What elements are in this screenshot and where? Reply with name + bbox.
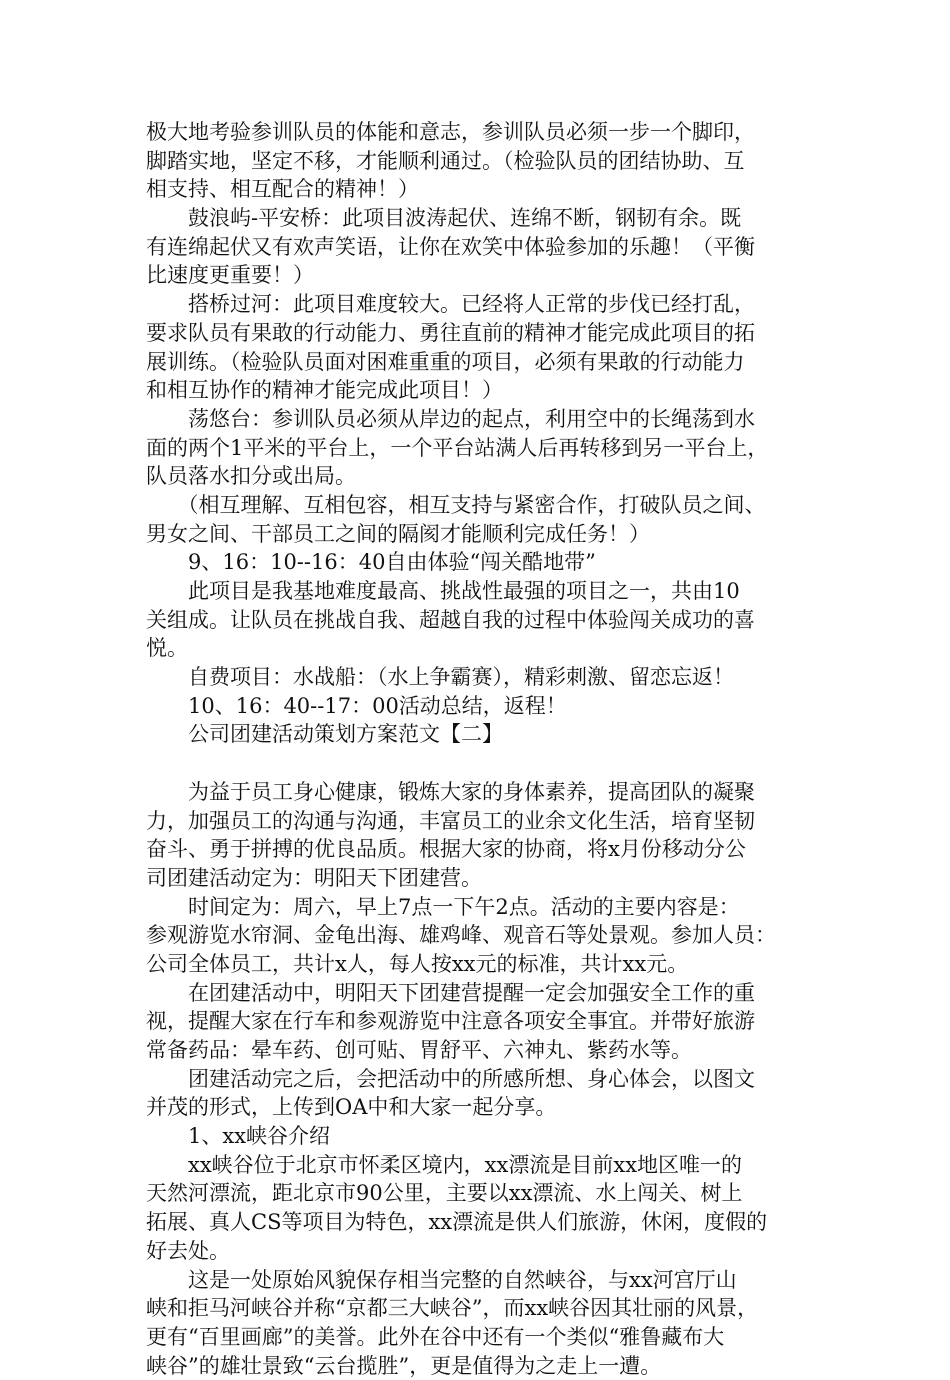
text-line: 鼓浪屿-平安桥：此项目波涛起伏、连绵不断，钢韧有余。既 bbox=[146, 206, 742, 231]
text-line: 天然河漂流，距北京市90公里，主要以xx漂流、水上闯关、树上 bbox=[146, 1181, 743, 1206]
text-line: 奋斗、勇于拼搏的优良品质。根据大家的协商，将x月份移动分公 bbox=[146, 837, 746, 862]
text-line: 队员落水扣分或出局。 bbox=[146, 464, 356, 489]
text-line: 关组成。让队员在挑战自我、超越自我的过程中体验闯关成功的喜 bbox=[146, 607, 755, 632]
text-line: 搭桥过河：此项目难度较大。已经将人正常的步伐已经打乱， bbox=[146, 292, 755, 317]
text-line: 相支持、相互配合的精神！） bbox=[146, 177, 419, 202]
text-line: 更有“百里画廊”的美誉。此外在谷中还有一个类似“雅鲁藏布大 bbox=[146, 1324, 725, 1349]
text-line: 为益于员工身心健康，锻炼大家的身体素养，提高团队的凝聚 bbox=[146, 779, 755, 804]
text-line: 此项目是我基地难度最高、挑战性最强的项目之一，共由10 bbox=[146, 579, 740, 603]
text-line: 脚踏实地，坚定不移，才能顺利通过。（检验队员的团结协助、互 bbox=[146, 148, 745, 173]
text-line: 男女之间、干部员工之间的隔阂才能顺利完成任务！） bbox=[146, 521, 650, 546]
text-line: 9、16：10--16：40自由体验“闯关酷地带” bbox=[146, 550, 596, 575]
text-line: 参观游览水帘洞、金龟出海、雄鸡峰、观音石等处景观。参加人员： bbox=[146, 923, 776, 948]
text-line: 视，提醒大家在行车和参观游览中注意各项安全事宜。并带好旅游 bbox=[146, 1009, 755, 1034]
text-line: 拓展、真人CS等项目为特色，xx漂流是供人们旅游，休闲，度假的 bbox=[146, 1210, 768, 1235]
text-line: 展训练。（检验队员面对困难重重的项目，必须有果敢的行动能力 bbox=[146, 349, 745, 374]
text-line: 10、16：40--17：00活动总结，返程！ bbox=[146, 693, 567, 718]
text-line: 峡谷”的雄壮景致“云台揽胜”，更是值得为之走上一遭。 bbox=[146, 1353, 662, 1378]
text-line: 团建活动完之后，会把活动中的所感所想、身心体会，以图文 bbox=[146, 1066, 755, 1091]
text-line: 要求队员有果敢的行动能力、勇往直前的精神才能完成此项目的拓 bbox=[146, 320, 755, 345]
text-line: 好去处。 bbox=[146, 1238, 230, 1263]
text-line: （相互理解、互相包容，相互支持与紧密合作，打破队员之间、 bbox=[146, 492, 766, 517]
text-line: 极大地考验参训队员的体能和意志，参训队员必须一步一个脚印， bbox=[146, 120, 755, 144]
text-line: 常备药品：晕车药、创可贴、胃舒平、六神丸、紫药水等。 bbox=[146, 1038, 692, 1062]
text-line: 在团建活动中，明阳天下团建营提醒一定会加强安全工作的重 bbox=[146, 980, 755, 1005]
text-line: 1、xx峡谷介绍 bbox=[146, 1124, 331, 1149]
text-line: 公司团建活动策划方案范文【二】 bbox=[146, 722, 503, 747]
blank-line bbox=[146, 749, 820, 778]
text-line: 自费项目：水战船：（水上争霸赛），精彩刺激、留恋忘返！ bbox=[146, 665, 734, 690]
text-line: 悦。 bbox=[146, 636, 188, 661]
document-body bbox=[146, 118, 820, 1380]
text-line: 面的两个1平米的平台上，一个平台站满人后再转移到另一平台上， bbox=[146, 435, 769, 460]
text-line: xx峡谷位于北京市怀柔区境内，xx漂流是目前xx地区唯一的 bbox=[146, 1152, 743, 1177]
text-line: 峡和拒马河峡谷并称“京都三大峡谷”，而xx峡谷因其壮丽的风景， bbox=[146, 1296, 759, 1321]
text-line: 司团建活动定为：明阳天下团建营。 bbox=[146, 865, 482, 890]
text-line: 荡悠台：参训队员必须从岸边的起点，利用空中的长绳荡到水 bbox=[146, 406, 755, 431]
text-line: 公司全体员工，共计x人，每人按xx元的标准，共计xx元。 bbox=[146, 951, 689, 976]
text-line: 有连绵起伏又有欢声笑语，让你在欢笑中体验参加的乐趣！（平衡 bbox=[146, 234, 755, 259]
text-line: 并茂的形式，上传到OA中和大家一起分享。 bbox=[146, 1095, 557, 1120]
text-line: 和相互协作的精神才能完成此项目！） bbox=[146, 378, 503, 403]
text-line: 时间定为：周六，早上7点一下午2点。活动的主要内容是： bbox=[146, 894, 740, 919]
text-line: 这是一处原始风貌保存相当完整的自然峡谷，与xx河宫厅山 bbox=[146, 1267, 737, 1292]
text-line: 力，加强员工的沟通与沟通，丰富员工的业余文化生活，培育坚韧 bbox=[146, 808, 755, 833]
text-line: 比速度更重要！） bbox=[146, 263, 314, 288]
